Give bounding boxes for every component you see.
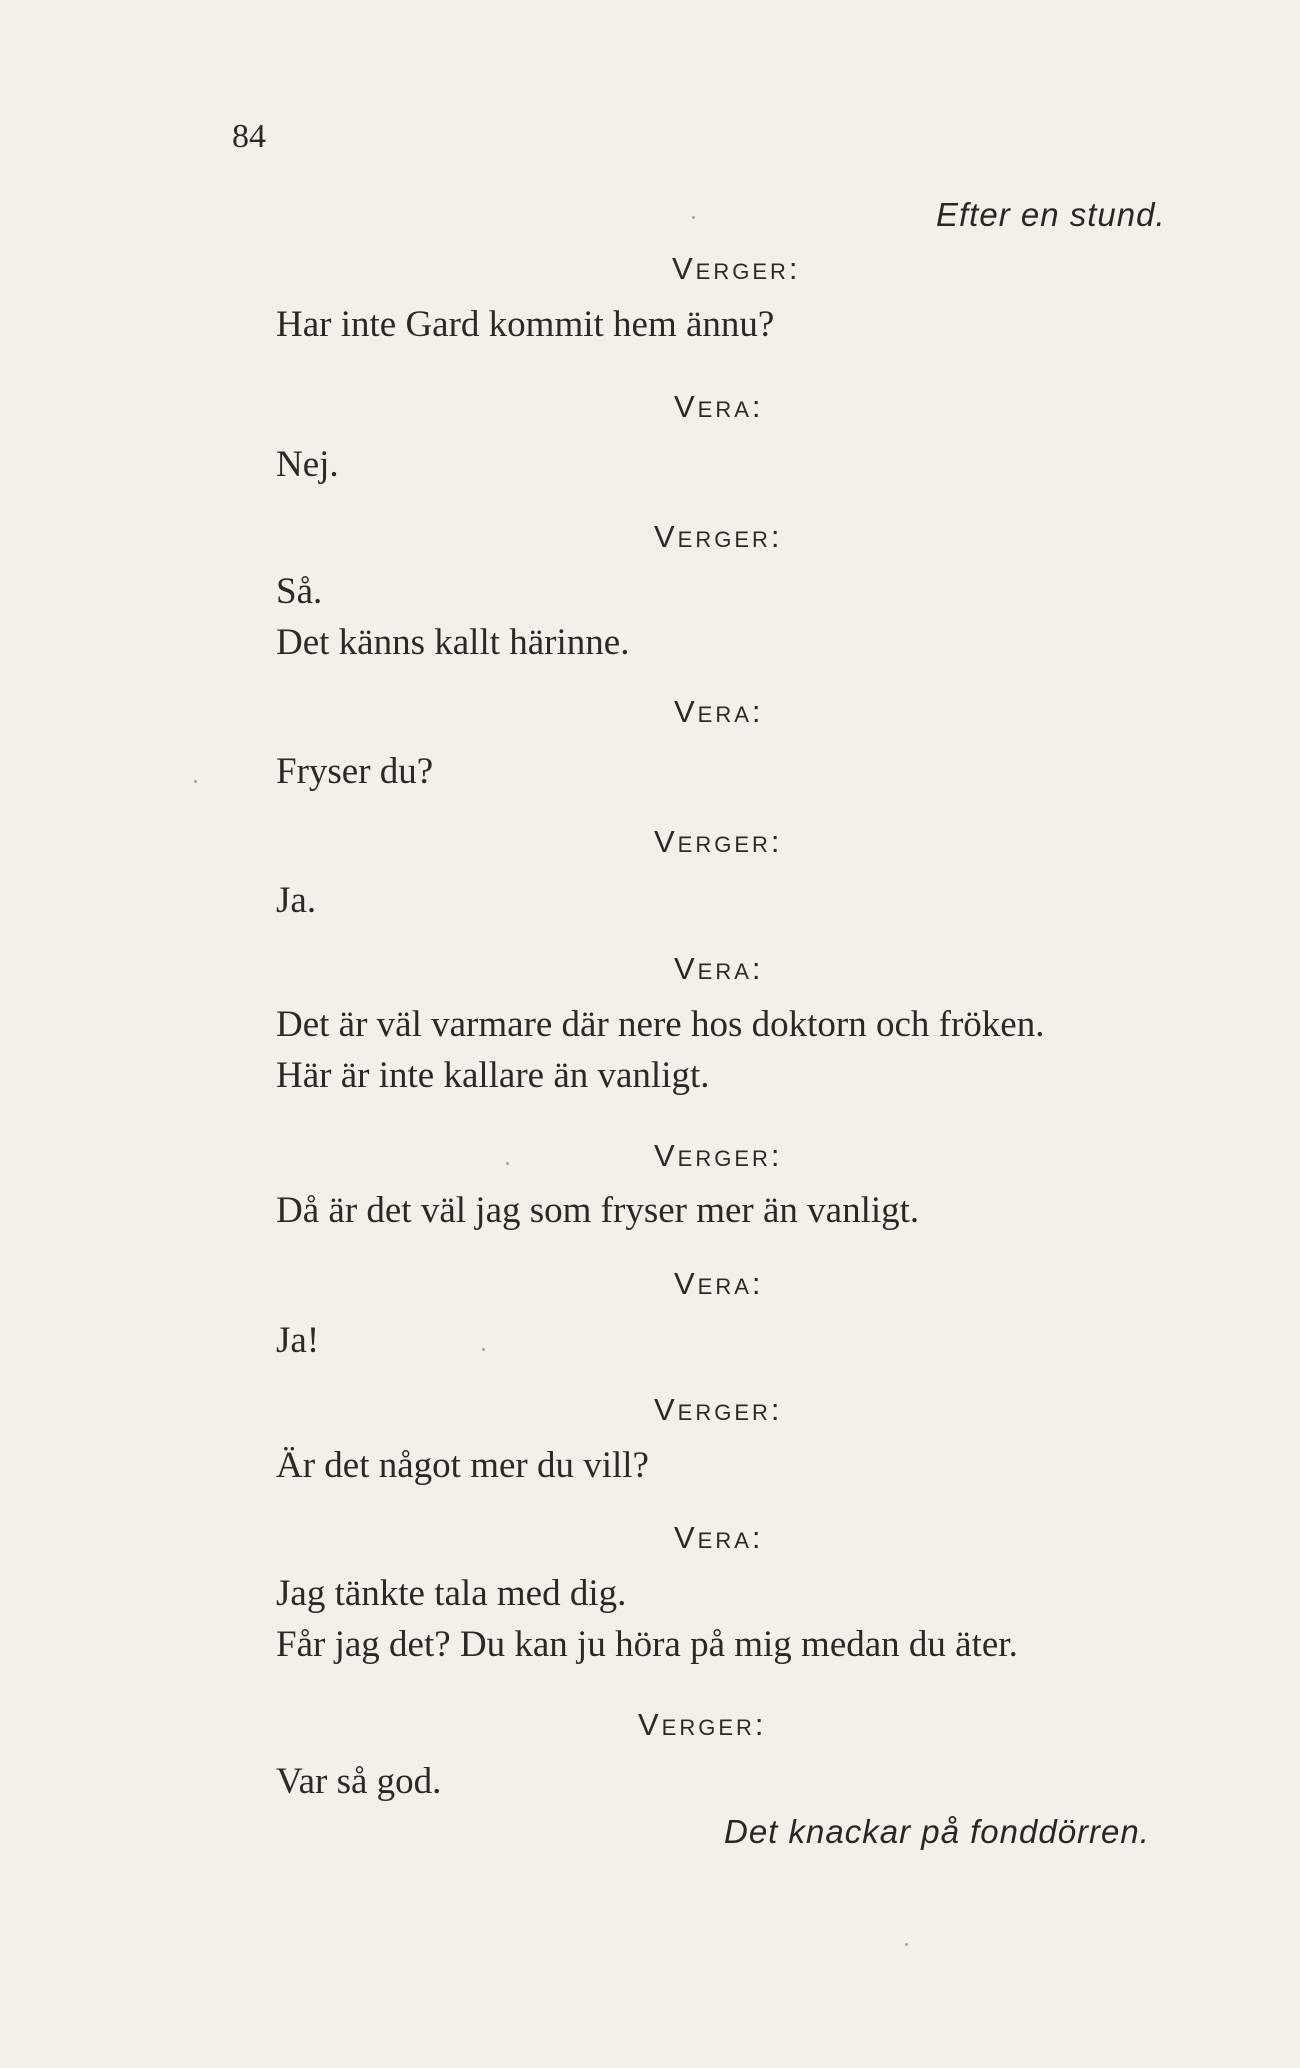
page-number: 84 [232,118,266,155]
paper-speck [692,216,695,219]
dialogue-line: Är det något mer du vill? [276,1445,649,1486]
speaker-vera: Vera: [674,389,764,424]
dialogue-line: Här är inte kallare än vanligt. [276,1055,710,1096]
speaker-vera: Vera: [674,694,764,729]
dialogue-line: Jag tänkte tala med dig. [276,1573,627,1614]
dialogue-line: Fryser du? [276,751,434,792]
dialogue-line: Nej. [276,444,339,485]
speaker-verger: Verger: [638,1707,767,1742]
stage-direction-opening: Efter en stund. [936,196,1166,233]
paper-speck [905,1943,908,1946]
dialogue-line: Ja. [276,880,317,921]
stage-direction-closing: Det knackar på fonddörren. [724,1813,1150,1850]
speaker-verger: Verger: [654,1138,783,1173]
paper-speck [194,780,197,783]
paper-speck [506,1162,509,1165]
dialogue-line: Det är väl varmare där nere hos doktorn och fröken. [276,1004,1045,1045]
dialogue-line: Så. [276,571,323,612]
dialogue-line: Då är det väl jag som fryser mer än vanligt. [276,1190,920,1231]
paper-speck [482,1348,485,1351]
dialogue-line: Har inte Gard kommit hem ännu? [276,304,775,345]
speaker-verger: Verger: [672,251,801,286]
dialogue-line: Ja! [276,1320,320,1361]
speaker-vera: Vera: [674,1266,764,1301]
speaker-vera: Vera: [674,1520,764,1555]
speaker-verger: Verger: [654,519,783,554]
speaker-vera: Vera: [674,951,764,986]
speaker-verger: Verger: [654,1392,783,1427]
dialogue-line: Det känns kallt härinne. [276,622,630,663]
dialogue-line: Var så god. [276,1761,442,1802]
dialogue-line: Får jag det? Du kan ju höra på mig medan du äter. [276,1624,1018,1665]
speaker-verger: Verger: [654,824,783,859]
